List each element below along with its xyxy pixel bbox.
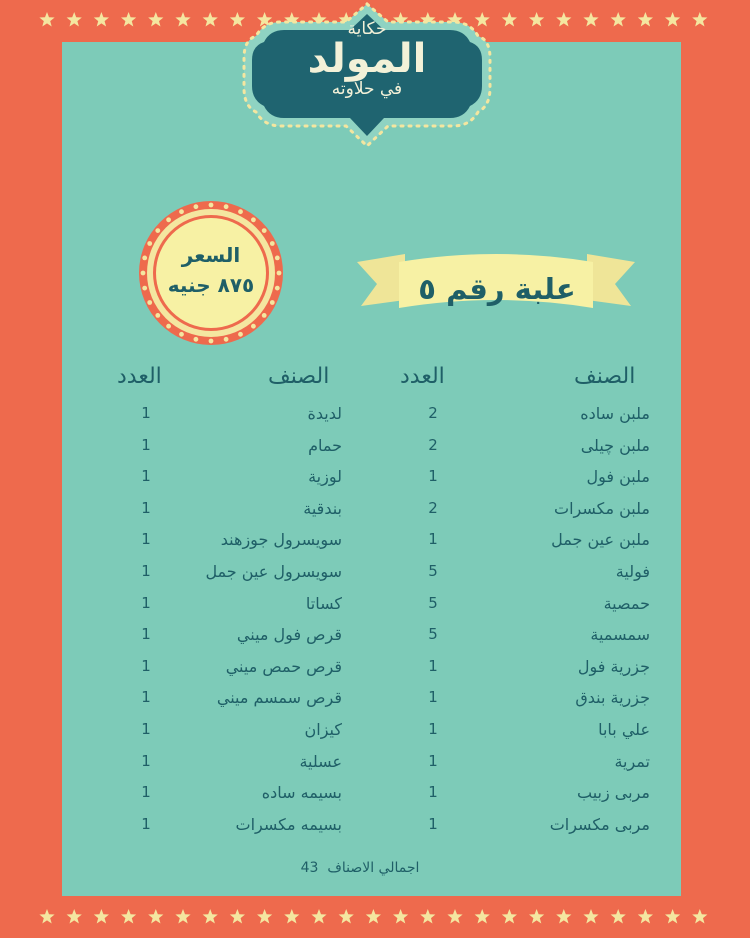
right-item-name: ملبن فول (586, 467, 650, 487)
star-icon (638, 909, 653, 924)
left-item-name: قرص حمص ميني (225, 656, 342, 676)
box-title: علبة رقم ٥ (418, 272, 576, 306)
star-icon (556, 909, 571, 924)
left-item-count: 1 (141, 783, 151, 802)
star-icon (556, 12, 571, 27)
right-item-name: ملبن ساده (580, 404, 650, 423)
star-icon (502, 12, 517, 27)
badge-dot-icon (262, 228, 267, 233)
star-icon (311, 909, 326, 924)
left-count-header: العدد (117, 364, 162, 389)
star-icon (284, 909, 299, 924)
left-item-count: 1 (141, 656, 151, 675)
left-item-name: كيزان (304, 720, 342, 739)
left-item-name: بسيمه مكسرات (235, 814, 342, 834)
right-item-count: 5 (428, 593, 438, 612)
star-icon (475, 909, 490, 924)
left-item-count: 1 (141, 435, 151, 454)
right-item-count: 2 (428, 498, 438, 517)
right-item-count: 1 (428, 688, 438, 707)
right-item-count: 1 (428, 720, 438, 738)
right-item-name: حمصية (603, 593, 650, 613)
total-line (260, 860, 460, 876)
star-icon (203, 12, 218, 27)
star-icon (67, 12, 82, 27)
star-icon (257, 909, 272, 924)
badge-dot-icon (262, 313, 267, 318)
left-item-count: 1 (141, 688, 151, 707)
star-icon (94, 12, 109, 27)
star-icon (39, 12, 54, 27)
left-item-count: 1 (141, 814, 151, 833)
total-value: 43 (300, 860, 319, 876)
left-item-name: سويسرول عين جمل (205, 562, 342, 581)
left-item-count: 1 (141, 751, 151, 770)
right-item-name: جزرية فول (577, 656, 650, 676)
right-item-count: 2 (428, 404, 438, 422)
star-icon (148, 12, 163, 27)
star-icon (121, 909, 136, 924)
badge-dot-icon (224, 337, 229, 342)
right-item-name: مربى زبيب (577, 783, 650, 803)
left-item-name: بسيمه ساده (261, 783, 342, 803)
star-icon (121, 12, 136, 27)
badge-dot-icon (147, 300, 152, 305)
star-icon (39, 909, 54, 924)
badge-dot-icon (194, 204, 199, 209)
star-icon (175, 909, 190, 924)
badge-dot-icon (194, 337, 199, 342)
left-item-count: 1 (141, 562, 151, 580)
badge-dot-icon (179, 209, 184, 214)
right-item-count: 2 (428, 435, 438, 454)
star-icon (665, 12, 680, 27)
badge-dot-icon (209, 339, 214, 344)
star-icon (692, 12, 707, 27)
star-icon (393, 909, 408, 924)
star-icon (175, 12, 190, 27)
star-icon (366, 909, 381, 924)
right-count-header: العدد (400, 364, 445, 389)
total-label: اجمالي الاصناف (327, 860, 420, 876)
left-item-count: 1 (141, 625, 151, 644)
badge-dot-icon (238, 332, 243, 337)
star-icon (611, 909, 626, 924)
logo-line-1: حكاية (347, 19, 387, 39)
star-icon (67, 909, 82, 924)
logo-line-2: المولد (307, 36, 427, 82)
price-text (137, 240, 285, 300)
star-border-bottom (0, 897, 750, 937)
left-item-count: 1 (141, 720, 151, 738)
badge-dot-icon (155, 313, 160, 318)
right-item-name: مربى مكسرات (549, 814, 650, 834)
right-item-name: فولية (615, 562, 650, 581)
right-item-count: 1 (428, 467, 438, 486)
left-item-name: قرص فول ميني (236, 625, 342, 645)
right-item-count: 1 (428, 783, 438, 802)
right-item-name: علي بابا (598, 720, 650, 739)
left-item-count: 1 (141, 530, 151, 549)
left-item-count: 1 (141, 404, 151, 422)
star-icon (502, 909, 517, 924)
badge-dot-icon (251, 217, 256, 222)
star-icon (583, 909, 598, 924)
price-value: ٨٧٥ جنيه (167, 273, 255, 297)
star-icon (529, 12, 544, 27)
right-item-count: 5 (428, 562, 438, 580)
price-label: السعر (181, 243, 241, 267)
logo-line-3: في حلاوته (331, 79, 403, 99)
badge-dot-icon (166, 217, 171, 222)
left-item-name: لديدة (307, 404, 342, 423)
star-icon (638, 12, 653, 27)
right-item-header: الصنف (574, 364, 636, 389)
star-icon (665, 909, 680, 924)
right-item-name: جزرية بندق (575, 688, 650, 708)
right-item-count: 1 (428, 751, 438, 770)
star-icon (529, 909, 544, 924)
right-item-name: ملبن مكسرات (554, 498, 650, 518)
right-item-name: ملبن چيلى (580, 435, 650, 455)
right-item-name: تمرية (614, 751, 650, 771)
right-item-count: 1 (428, 530, 438, 549)
left-item-name: حمام (308, 435, 342, 455)
left-item-name: لوزية (308, 467, 342, 487)
star-icon (611, 12, 626, 27)
right-item-count: 1 (428, 656, 438, 675)
badge-dot-icon (224, 204, 229, 209)
star-icon (583, 12, 598, 27)
badge-dot-icon (251, 324, 256, 329)
star-icon (94, 909, 109, 924)
badge-dot-icon (270, 300, 275, 305)
star-icon (203, 909, 218, 924)
star-icon (420, 909, 435, 924)
star-icon (339, 909, 354, 924)
star-icon (148, 909, 163, 924)
left-item-name: كساتا (305, 593, 342, 613)
star-icon (230, 909, 245, 924)
left-item-count: 1 (141, 593, 151, 612)
logo-text (238, 20, 496, 98)
star-icon (692, 909, 707, 924)
left-item-name: عسلية (299, 751, 342, 771)
right-item-count: 5 (428, 625, 438, 644)
left-item-name: سويسرول جوزهند (220, 530, 342, 550)
right-item-name: سمسمية (590, 625, 650, 645)
left-item-count: 1 (141, 498, 151, 517)
badge-dot-icon (179, 332, 184, 337)
badge-dot-icon (155, 228, 160, 233)
badge-dot-icon (209, 203, 214, 208)
badge-dot-icon (238, 209, 243, 214)
left-item-name: قرص سمسم ميني (216, 688, 342, 708)
left-item-name: بندقية (303, 498, 342, 518)
right-item-name: ملبن عين جمل (551, 530, 650, 550)
left-item-count: 1 (141, 467, 151, 486)
right-item-count: 1 (428, 814, 438, 833)
star-icon (447, 909, 462, 924)
badge-dot-icon (166, 324, 171, 329)
left-item-header: الصنف (268, 364, 330, 389)
